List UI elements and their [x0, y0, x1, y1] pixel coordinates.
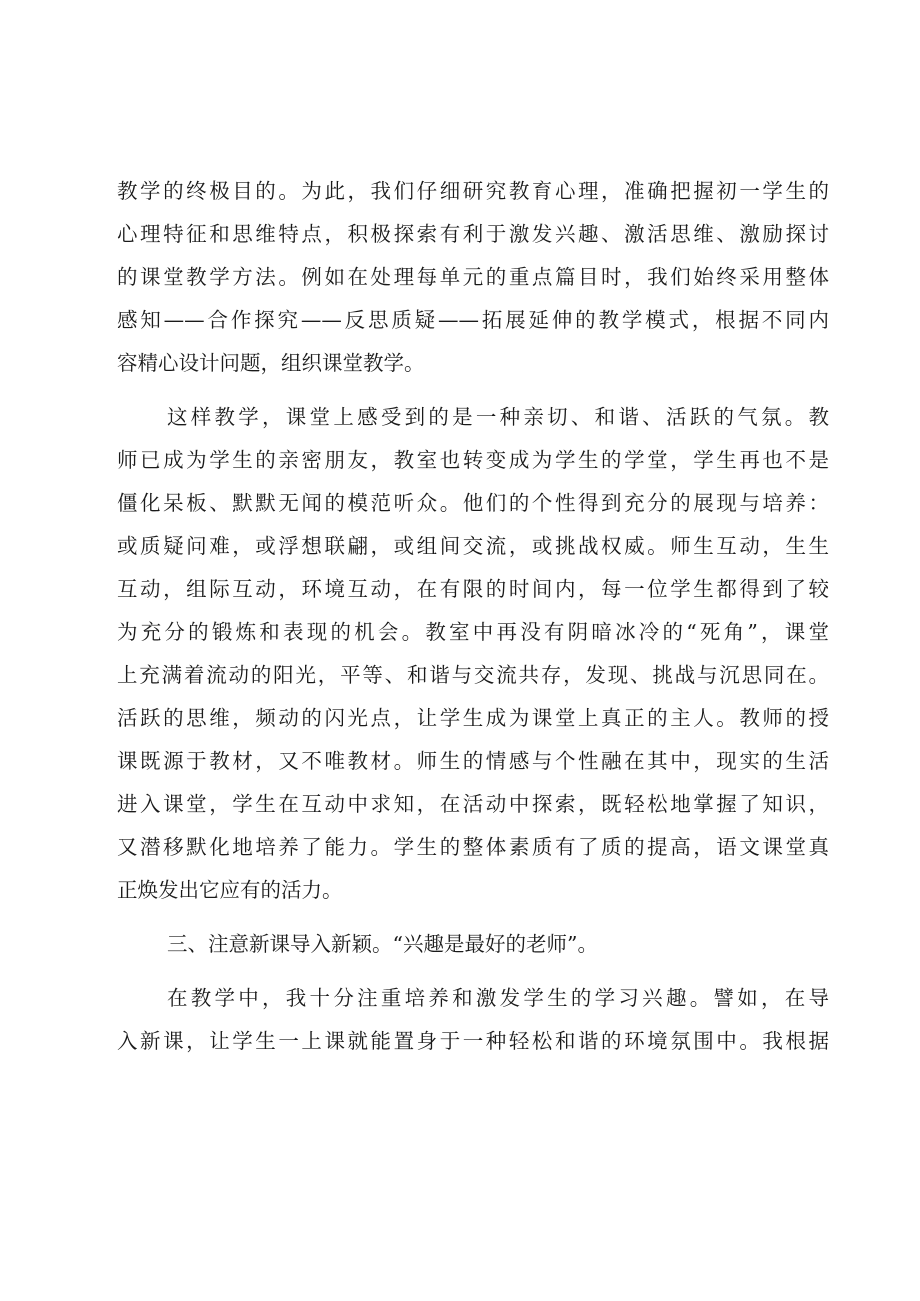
text-line: 进入课堂，学生在互动中求知，在活动中探索，既轻松地掌握了知识，	[117, 792, 829, 816]
text-line: 互动，组际互动，环境互动，在有限的时间内，每一位学生都得到了较	[117, 577, 829, 601]
paragraph	[117, 396, 829, 912]
text-line: 师已成为学生的亲密朋友，教室也转变成为学生的学堂，学生再也不是	[117, 448, 829, 472]
text-line: 心理特征和思维特点，积极探索有利于激发兴趣、激活思维、激励探讨	[117, 222, 829, 246]
text-line: 在教学中，我十分注重培养和激发学生的学习兴趣。譬如，在导	[167, 986, 829, 1010]
text-line: 活跃的思维，频动的闪光点，让学生成为课堂上真正的主人。教师的授	[117, 706, 829, 730]
text-line: 教学的终极目的。为此，我们仔细研究教育心理，准确把握初一学生的	[117, 179, 829, 203]
text-line: 又潜移默化地培养了能力。学生的整体素质有了质的提高，语文课堂真	[117, 835, 829, 859]
text-line: 为充分的锻炼和表现的机会。教室中再没有阴暗冰冷的“死角”，课堂	[117, 620, 829, 644]
text-line: 感知——合作探究——反思质疑——拓展延伸的教学模式，根据不同内	[117, 308, 829, 332]
text-line: 僵化呆板、默默无闻的模范听众。他们的个性得到充分的展现与培养：	[117, 491, 829, 515]
document-body	[117, 170, 829, 1063]
text-line: 入新课，让学生一上课就能置身于一种轻松和谐的环境氛围中。我根据	[117, 1029, 829, 1053]
text-line: 或质疑问难，或浮想联翩，或组间交流，或挑战权威。师生互动，生生	[117, 534, 829, 558]
paragraph	[117, 170, 829, 385]
text-line: 正焕发出它应有的活力。	[117, 878, 343, 902]
text-line: 容精心设计问题，组织课堂教学。	[117, 351, 425, 375]
text-line: 的课堂教学方法。例如在处理每单元的重点篇目时，我们始终采用整体	[117, 265, 829, 289]
text-line: 上充满着流动的阳光，平等、和谐与交流共存，发现、挑战与沉思同在。	[117, 663, 829, 687]
paragraph	[117, 977, 829, 1063]
text-line: 课既源于教材，又不唯教材。师生的情感与个性融在其中，现实的生活	[117, 749, 829, 773]
text-line: 三、注意新课导入新颖。“兴趣是最好的老师”。	[167, 932, 598, 956]
text-line: 这样教学，课堂上感受到的是一种亲切、和谐、活跃的气氛。教	[167, 405, 829, 429]
section-heading	[117, 923, 829, 966]
